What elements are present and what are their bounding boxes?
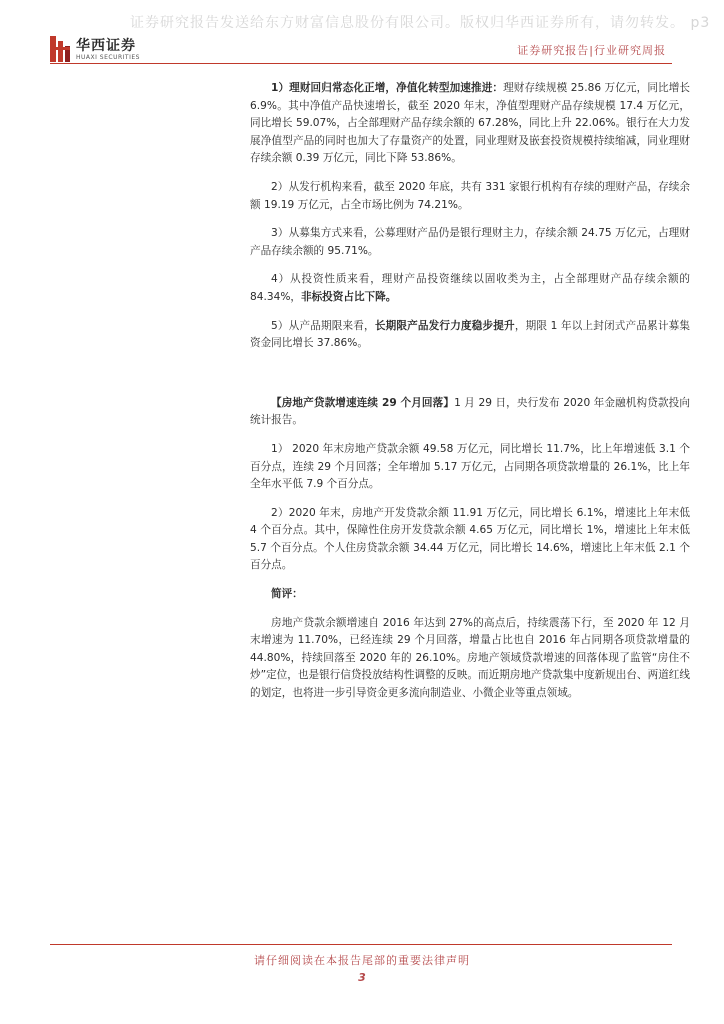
paragraph-lead: 1）理财回归常态化正增，净值化转型加速推进： (271, 82, 504, 94)
paragraph-text: 1） 2020 年末房地产贷款余额 49.58 万亿元，同比增长 11.7%，比上年增速低 3.1 个百分点，连续 29 个月回落；全年增加 5.17 万亿元，占同期各项贷款增量的 26.1%，比上年全年水平低 7.9 个百分点。 (250, 442, 690, 491)
comment-heading: 简评： (271, 588, 303, 601)
paragraph-text: 5）从产品期限来看， (271, 319, 375, 332)
paragraph-text: 1 月 29 日，央行发布 2020 年金融机构贷款投向统计报告。 (250, 396, 690, 427)
header-divider (50, 63, 672, 64)
header-report-type: 证券研究报告|行业研究周报 (517, 44, 666, 57)
report-body (250, 80, 690, 714)
section-heading: 【房地产贷款增速连续 29 个月回落】 (271, 396, 455, 409)
paragraph-text: 房地产贷款余额增速自 2016 年达到 27%的高点后，持续震荡下行，至 2020 年 12 月末增速为 11.70%，已经连续 29 个月回落，增量占比也自 2016 年占同期各项贷款增量的 44.80%，持续回落至 2020 年的 26.10%。房地产领域贷款增速的回落体现了监管“房住不炒”定位，也是银行信贷投放结构性调整的反映。而近期房地产贷款集中度新规出台、两道红线的划定，也将进一步引导资金更多流向制造业、小微企业等重点领域。 (250, 616, 690, 700)
watermark-text: 证券研究报告发送给东方财富信息股份有限公司。版权归华西证券所有，请勿转发。 p3 (130, 15, 711, 31)
huaxi-logo-icon (50, 36, 70, 62)
legal-disclaimer-note: 请仔细阅读在本报告尾部的重要法律声明 (254, 954, 470, 967)
paragraph-development-loans (250, 505, 690, 575)
paragraph-wealth-management (250, 80, 690, 168)
paragraph-text: ，期限 1 年以上封闭式产品累计募集资金同比增长 37.86%。 (250, 319, 690, 350)
paragraph-text: 理财存续规模 25.86 万亿元，同比增长 6.9%。其中净值产品快速增长，截至 2020 年末，净值型理财产品存续规模 17.4 万亿元，同比增长 59.07%，占全部理财产品存续余额的 67.28%，同比上升 22.06%。银行在大力发展净值型产品的同时也加大了存量资产的处置，同业理财及嵌套投资规模持续缩减，同业理财存续余额 0.39 万亿元，同比下降 53.86%。 (250, 82, 691, 165)
paragraph-real-estate-balance (250, 441, 690, 494)
paragraph-text: 2）2020 年末，房地产开发贷款余额 11.91 万亿元，同比增长 6.1%，增速比上年末低 4 个百分点。其中，保障性住房开发贷款余额 4.65 万亿元，同比增长 1%，增速比上年末低 5.7 个百分点。个人住房贷款余额 34.44 万亿元，同比增长 14.6%，增速比上年末低 2.1 个百分点。 (250, 506, 690, 572)
paragraph-text: 2）从发行机构来看，截至 2020 年底，共有 331 家银行机构有存续的理财产品，存续余额 19.19 万亿元，占全市场比例为 74.21%。 (250, 180, 690, 211)
paragraph-investment-nature (250, 271, 690, 306)
paragraph-comment (250, 615, 690, 703)
paragraph-emphasis: 非标投资占比下降。 (301, 290, 397, 303)
paragraph-emphasis: 长期限产品发行力度稳步提升 (374, 319, 515, 332)
paragraph-text: 3）从募集方式来看，公募理财产品仍是银行理财主力，存续余额 24.75 万亿元，占理财产品存续余额的 95.71%。 (250, 227, 690, 257)
paragraph-text: 4）从投资性质来看，理财产品投资继续以固收类为主，占全部理财产品存续余额的 84.34%， (250, 273, 690, 303)
paragraph-issuers (250, 179, 690, 214)
company-logo (50, 34, 160, 66)
paragraph-product-term (250, 318, 690, 353)
paragraph-fundraising (250, 225, 690, 260)
page-number: 3 (358, 971, 366, 984)
paragraph-real-estate-headline (250, 395, 690, 430)
logo-name-en: HUAXI SECURITIES (76, 54, 140, 61)
logo-name-cn: 华西证券 (76, 38, 136, 54)
paragraph-comment-heading (250, 586, 690, 604)
footer-divider (50, 944, 672, 945)
